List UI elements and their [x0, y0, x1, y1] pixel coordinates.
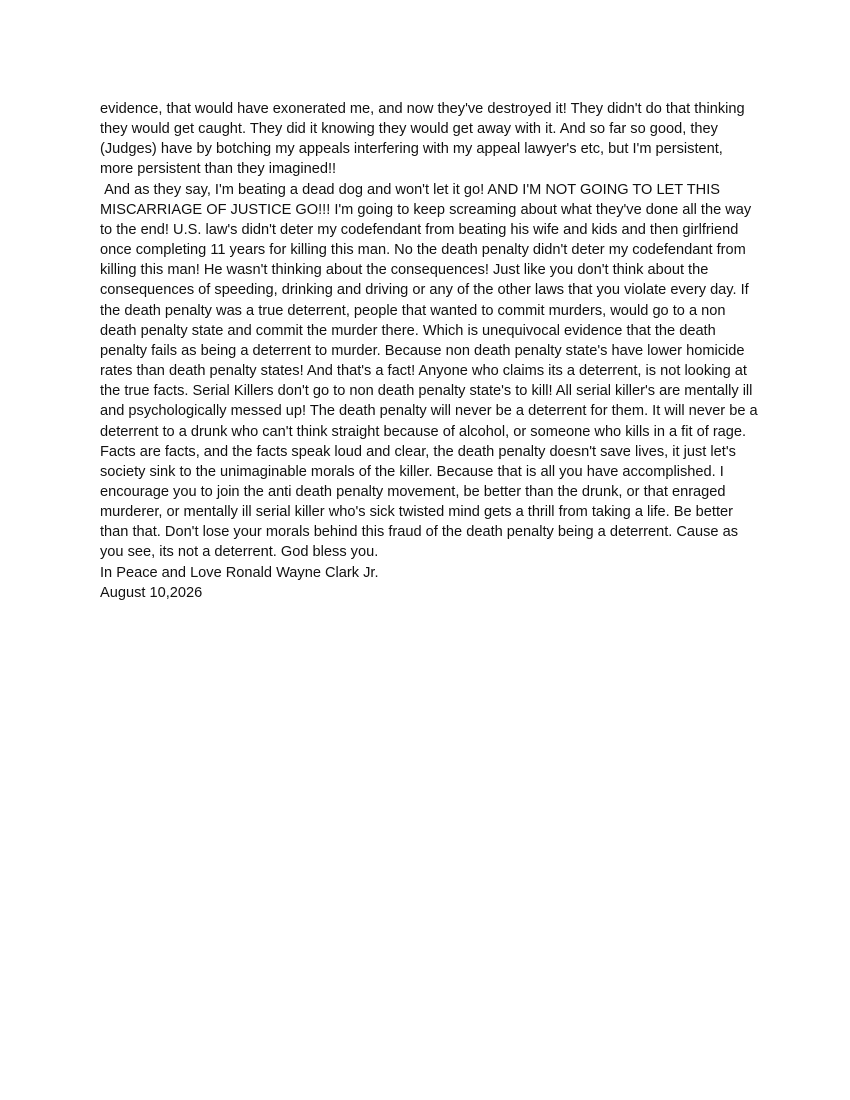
letter-body [100, 99, 760, 603]
paragraph-2: And as they say, I'm beating a dead dog and won't let it go! AND I'M NOT GOING TO LET THIS MISCARRIAGE OF JUSTICE GO!!! I'm going to keep screaming about what they've done all the way to the end! U.S. law's didn't deter my codefendant from beating his wife and kids and then girlfriend once completing 11 years for killing this man. No the death penalty didn't deter my codefendant from killing this man! He wasn't thinking about the consequences! Just like you don't think about the consequences of speeding, drinking and driving or any of the other laws that you violate every day. If the death penalty was a true deterrent, people that wanted to commit murders, would go to a non death penalty state and commit the murder there. Which is unequivocal evidence that the death penalty fails as being a deterrent to murder. Because non death penalty state's have lower homicide rates than death penalty states! And that's a fact! Anyone who claims its a deterrent, is not looking at the true facts. Serial Killers don't go to non death penalty state's to kill! All serial killer's are mentally ill and psychologically messed up! The death penalty will never be a deterrent for them. It will never be a deterrent to a drunk who can't think straight because of alcohol, or someone who kills in a fit of rage. Facts are facts, and the facts speak loud and clear, the death penalty doesn't save lives, it just let's society sink to the unimaginable morals of the killer. Because that is all you have accomplished. I encourage you to join the anti death penalty movement, be better than the drunk, or that enraged murderer, or mentally ill serial killer who's sick twisted mind gets a thrill from taking a life. Be better than that. Don't lose your morals behind this fraud of the death penalty being a deterrent. Cause as you see, its not a deterrent. God bless you. [100, 181, 762, 561]
paragraph-1: evidence, that would have exonerated me, and now they've destroyed it! They didn't do that thinking they would get caught. They did it knowing they would get away with it. And so far so good, they (Judges) have by botching my appeals interfering with my appeal lawyer's etc, but I'm persistent, more persistent than they imagined!! [100, 101, 749, 178]
closing-signature: In Peace and Love Ronald Wayne Clark Jr. [100, 564, 379, 581]
letter-date: August 10,2026 [100, 584, 203, 601]
